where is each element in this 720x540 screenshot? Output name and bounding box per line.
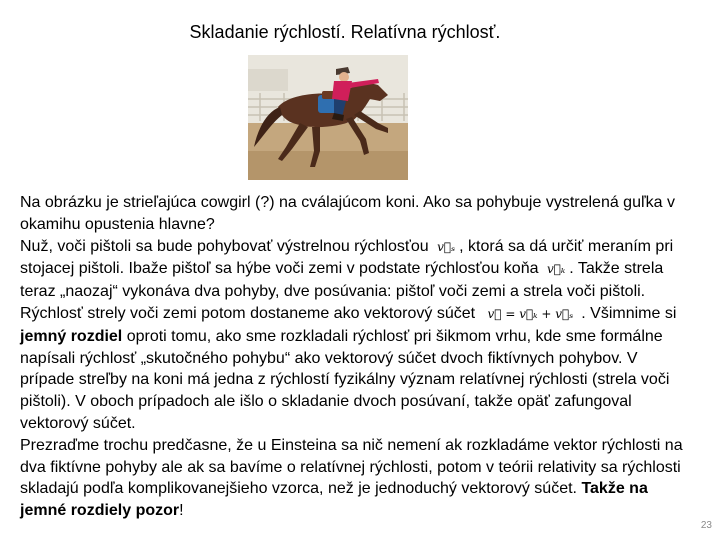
text-segment: ! <box>179 502 184 520</box>
cowgirl-on-galloping-horse-photo <box>248 55 408 180</box>
paragraph-explanation <box>20 236 690 435</box>
text-segment: oproti tomu, ako sme rozkladali rýchlosť pri šikmom vrhu, kde sme formálne napísali rýchlosť „skutočného pohybu“ ako vektorový súčet dvoch fiktívnych pohybov. V prípade streľby na koni má jedna z rýchlostí fyzikálny význam relatívnej rýchlosti (strela voči pištoli). V oboch prípadoch ale išlo o skladanie dvoch posúvaní, takže opäť zafungoval vektorový súčet. <box>20 327 670 432</box>
slide-body <box>20 192 690 522</box>
page-number: 23 <box>700 520 712 531</box>
emphasis-warning: Takže na jemné rozdiely pozor <box>20 480 648 520</box>
text-segment: . Všimnime si <box>581 304 677 322</box>
paragraph-intro: Na obrázku je strieľajúca cowgirl (?) na cválajúcom koni. Ako sa pohybuje vystrelená guľka v okamihu opustenia hlavne? <box>20 194 675 233</box>
slide-title: Skladanie rýchlostí. Relatívna rýchlosť. <box>189 22 501 42</box>
math-formula-vector-sum: v⃗ = v⃗ₖ + v⃗ₛ <box>487 306 574 321</box>
paragraph-einstein <box>20 435 690 522</box>
text-segment: Nuž, voči pištoli sa bude pohybovať výstrelnou rýchlosťou <box>20 237 429 255</box>
math-symbol-vs: v⃗ₛ <box>437 239 456 254</box>
emphasis-fine-difference: jemný rozdiel <box>20 327 123 345</box>
text-segment: . Takže strela teraz „naozaj“ vykonáva dva pohyby, dve posúvania: pištoľ voči zemi a strela voči pištoli. Rýchlosť strely voči zemi potom dostaneme ako vektorový súčet <box>20 260 664 322</box>
math-symbol-vk: v⃗ₖ <box>546 262 566 277</box>
text-segment: Prezraďme trochu predčasne, že u Einsteina sa nič nemení ak rozkladáme vektor rýchlosti na dva fiktívne pohyby ale ak sa bavíme o relatívnej rýchlosti, potom v teórii relativity sa rýchlosti skladajú podľa komplikovanejšieho vzorca, než je jednoduchý vektorový súčet. <box>20 436 683 498</box>
text-segment: , ktorá sa dá určiť meraním pri stojacej pištoli. Ibaže pištoľ sa hýbe voči zemi v podstate rýchlosťou koňa <box>20 237 674 278</box>
